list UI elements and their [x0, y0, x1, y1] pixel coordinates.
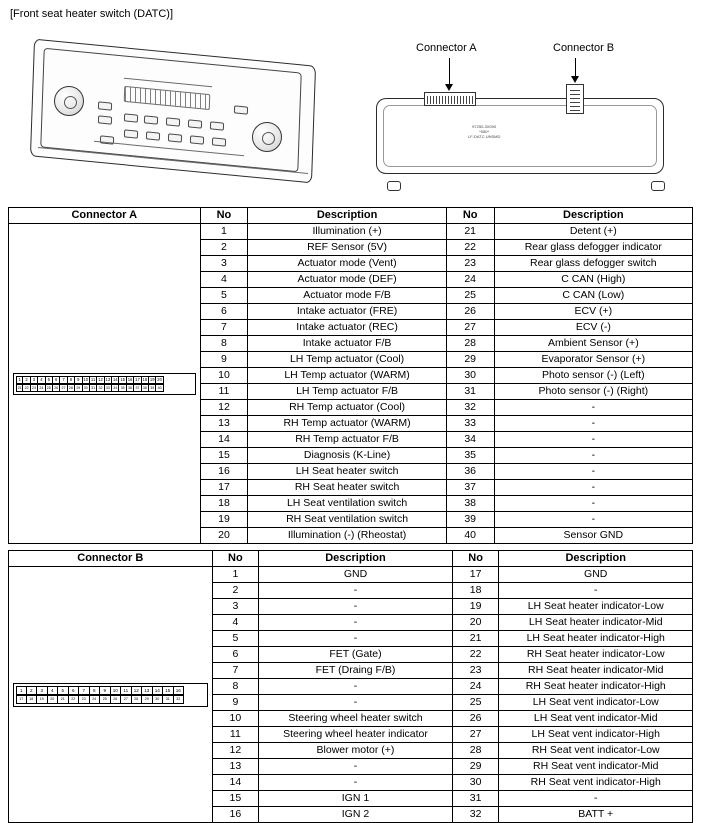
pin-number: 8: [200, 336, 248, 352]
pin-number: 40: [446, 528, 494, 544]
connector-location-illustration: [368, 40, 688, 200]
pin-description: Photo sensor (-) (Right): [494, 384, 692, 400]
connector-a-callout-label: Connector A: [416, 42, 477, 54]
pin-cell: 30: [83, 384, 90, 392]
pin-cell: 3: [37, 686, 48, 695]
pin-number: 22: [452, 647, 499, 663]
no-header: No: [200, 208, 248, 224]
connector-b-header: Connector B: [9, 551, 213, 567]
pin-cell: 3: [31, 376, 38, 384]
pin-number: 19: [452, 599, 499, 615]
pin-description: Illumination (-) (Rheostat): [248, 528, 446, 544]
pin-number: 28: [446, 336, 494, 352]
panel-button: [188, 119, 202, 128]
pin-cell: 29: [75, 384, 82, 392]
pinout-row: [16, 376, 193, 384]
pin-cell: 26: [53, 384, 60, 392]
pin-cell: 2: [23, 376, 30, 384]
pin-description: Illumination (+): [248, 224, 446, 240]
pin-description: Sensor GND: [494, 528, 692, 544]
pin-number: 5: [212, 631, 259, 647]
pin-number: 18: [200, 496, 248, 512]
pin-number: 18: [452, 583, 499, 599]
pin-number: 25: [446, 288, 494, 304]
mount-tab-right: [651, 181, 665, 191]
pin-description: -: [499, 583, 693, 599]
pin-description: FET (Gate): [259, 647, 453, 663]
pin-number: 23: [446, 256, 494, 272]
pin-cell: 11: [121, 686, 132, 695]
pin-cell: 39: [149, 384, 156, 392]
pin-number: 28: [452, 743, 499, 759]
pin-number: 3: [212, 599, 259, 615]
pin-number: 1: [200, 224, 248, 240]
pin-cell: 22: [69, 695, 80, 704]
pin-description: LH Temp actuator (WARM): [248, 368, 446, 384]
pin-description: FET (Draing F/B): [259, 663, 453, 679]
pin-cell: 4: [48, 686, 59, 695]
pin-number: 29: [452, 759, 499, 775]
pin-cell: 5: [46, 376, 53, 384]
pin-cell: 27: [60, 384, 67, 392]
pin-cell: 28: [132, 695, 143, 704]
pin-description: RH Seat vent indicator-Low: [499, 743, 693, 759]
pin-number: 39: [446, 512, 494, 528]
no-header: No: [212, 551, 259, 567]
connector-b-table: [8, 550, 693, 823]
panel-button: [210, 121, 224, 130]
pin-description: LH Temp actuator F/B: [248, 384, 446, 400]
climate-control-panel-illustration: [28, 44, 328, 194]
pin-description: -: [494, 448, 692, 464]
pin-description: -: [259, 583, 453, 599]
pinout-row: [16, 695, 205, 704]
pin-cell: 14: [112, 376, 118, 382]
pin-number: 12: [200, 400, 248, 416]
pin-cell: 5: [58, 686, 69, 695]
pin-cell: 15: [163, 686, 174, 695]
pin-number: 31: [446, 384, 494, 400]
description-header: Description: [259, 551, 453, 567]
pin-number: 24: [446, 272, 494, 288]
pin-number: 5: [200, 288, 248, 304]
connector-b-port: [566, 84, 584, 114]
pin-cell: 36: [127, 384, 134, 392]
pinout-cell: [9, 567, 213, 823]
pin-cell: 9: [75, 376, 82, 384]
pin-cell: 4: [38, 376, 45, 384]
pin-number: 27: [446, 320, 494, 336]
pin-number: 29: [446, 352, 494, 368]
pin-number: 3: [200, 256, 248, 272]
pin-description: LH Seat heater switch: [248, 464, 446, 480]
pin-description: C CAN (Low): [494, 288, 692, 304]
pin-cell: 1: [16, 686, 27, 695]
pin-description: -: [494, 400, 692, 416]
pin-number: 33: [446, 416, 494, 432]
pin-cell: 32: [174, 695, 185, 704]
pin-number: 4: [200, 272, 248, 288]
pin-description: Ambient Sensor (+): [494, 336, 692, 352]
pin-cell: 1: [16, 376, 23, 384]
pin-description: Intake actuator F/B: [248, 336, 446, 352]
pin-number: 26: [446, 304, 494, 320]
pin-description: -: [259, 775, 453, 791]
pin-number: 21: [452, 631, 499, 647]
panel-button: [98, 115, 112, 124]
panel-button: [146, 131, 160, 140]
pin-number: 25: [452, 695, 499, 711]
pin-cell: 20: [157, 376, 162, 382]
pin-description: Intake actuator (FRE): [248, 304, 446, 320]
connector-a-header: Connector A: [9, 208, 201, 224]
pin-number: 32: [452, 807, 499, 823]
right-knob: [252, 122, 282, 152]
pin-description: RH Seat heater indicator-Mid: [499, 663, 693, 679]
part-number-stamp: 97250-3X000 *080* LF-DATC UNSMD: [468, 124, 501, 139]
pin-number: 6: [200, 304, 248, 320]
pin-description: -: [494, 480, 692, 496]
pin-number: 20: [200, 528, 248, 544]
pin-description: RH Seat vent indicator-High: [499, 775, 693, 791]
pinout-cell: [9, 224, 201, 544]
pin-description: BATT +: [499, 807, 693, 823]
connector-pinout-diagram: [13, 373, 196, 395]
connector-a-table-wrap: [8, 207, 693, 544]
pin-description: -: [259, 599, 453, 615]
pin-cell: 12: [132, 686, 143, 695]
pin-number: 27: [452, 727, 499, 743]
pin-cell: 2: [27, 686, 38, 695]
pin-number: 35: [446, 448, 494, 464]
pin-cell: 15: [120, 376, 125, 382]
pin-cell: 18: [27, 695, 38, 704]
pin-description: LH Seat ventilation switch: [248, 496, 446, 512]
pin-description: RH Temp actuator (Cool): [248, 400, 446, 416]
pin-description: -: [494, 464, 692, 480]
pin-cell: 21: [17, 385, 22, 390]
pin-cell: 21: [58, 695, 69, 704]
pin-description: GND: [499, 567, 693, 583]
pin-cell: 6: [69, 686, 80, 695]
pin-cell: 34: [112, 384, 119, 392]
pin-number: 30: [446, 368, 494, 384]
pin-cell: 32: [97, 384, 104, 392]
pin-number: 14: [200, 432, 248, 448]
pin-description: -: [499, 791, 693, 807]
pin-cell: 24: [90, 695, 101, 704]
pin-cell: 29: [142, 695, 153, 704]
pin-cell: 17: [135, 376, 140, 382]
connector-b-table-wrap: [8, 550, 693, 823]
pin-number: 24: [452, 679, 499, 695]
pin-number: 13: [200, 416, 248, 432]
pin-description: LH Seat heater indicator-High: [499, 631, 693, 647]
table-row: [9, 567, 693, 583]
pin-number: 37: [446, 480, 494, 496]
pin-cell: 12: [98, 376, 103, 382]
pin-number: 10: [200, 368, 248, 384]
pin-number: 11: [212, 727, 259, 743]
pin-number: 20: [452, 615, 499, 631]
pin-number: 34: [446, 432, 494, 448]
panel-button: [212, 137, 226, 146]
description-header-2: Description: [494, 208, 692, 224]
pin-cell: 25: [100, 695, 111, 704]
pin-number: 6: [212, 647, 259, 663]
pin-description: Blower motor (+): [259, 743, 453, 759]
pin-cell: 23: [31, 384, 38, 392]
table-header-row: [9, 551, 693, 567]
pin-number: 7: [212, 663, 259, 679]
pin-cell: 9: [100, 686, 111, 695]
pin-number: 22: [446, 240, 494, 256]
pin-description: IGN 1: [259, 791, 453, 807]
pin-description: RH Temp actuator (WARM): [248, 416, 446, 432]
pin-number: 21: [446, 224, 494, 240]
pin-description: Actuator mode (DEF): [248, 272, 446, 288]
pin-description: ECV (-): [494, 320, 692, 336]
pin-description: -: [259, 695, 453, 711]
pin-cell: 17: [16, 695, 27, 704]
table-row: [9, 224, 693, 240]
no-header-2: No: [452, 551, 499, 567]
pin-description: -: [259, 679, 453, 695]
connector-a-arrow-head: [445, 84, 453, 91]
pin-cell: 27: [121, 695, 132, 704]
pin-number: 14: [212, 775, 259, 791]
pin-description: Detent (+): [494, 224, 692, 240]
connector-b-callout-label: Connector B: [553, 42, 615, 54]
panel-button: [190, 135, 204, 144]
connector-a-port: [424, 92, 476, 106]
pin-description: LH Seat heater indicator-Mid: [499, 615, 693, 631]
description-header: Description: [248, 208, 446, 224]
panel-button: [144, 115, 158, 124]
pin-description: RH Temp actuator F/B: [248, 432, 446, 448]
pin-number: 9: [200, 352, 248, 368]
unit-rear-view: [376, 98, 664, 174]
pin-cell: 11: [90, 376, 97, 384]
pin-description: Steering wheel heater indicator: [259, 727, 453, 743]
description-header-2: Description: [499, 551, 693, 567]
pin-cell: 19: [149, 376, 155, 382]
pin-number: 8: [212, 679, 259, 695]
pin-description: Rear glass defogger indicator: [494, 240, 692, 256]
pin-cell: 30: [153, 695, 164, 704]
pin-cell: 10: [83, 376, 89, 382]
pin-number: 23: [452, 663, 499, 679]
pin-cell: 24: [38, 384, 45, 392]
pin-description: -: [494, 512, 692, 528]
pin-number: 19: [200, 512, 248, 528]
pin-description: RH Seat ventilation switch: [248, 512, 446, 528]
pin-cell: 18: [142, 376, 148, 382]
pinout-row: [16, 384, 193, 392]
pin-number: 30: [452, 775, 499, 791]
connector-b-arrow-head: [571, 76, 579, 83]
connector-b-arrow-line: [575, 58, 576, 78]
pin-cell: 7: [79, 686, 90, 695]
pin-description: LH Seat vent indicator-Low: [499, 695, 693, 711]
pinout-housing: [13, 373, 196, 395]
pin-number: 16: [212, 807, 259, 823]
pinout-row: [16, 686, 205, 695]
pin-number: 11: [200, 384, 248, 400]
pin-description: -: [494, 432, 692, 448]
pin-number: 26: [452, 711, 499, 727]
no-header-2: No: [446, 208, 494, 224]
pin-description: LH Seat vent indicator-High: [499, 727, 693, 743]
pin-number: 36: [446, 464, 494, 480]
pinout-housing: [13, 683, 208, 707]
pin-number: 17: [452, 567, 499, 583]
pin-cell: 33: [105, 384, 112, 392]
pin-cell: 37: [134, 384, 141, 392]
pin-description: GND: [259, 567, 453, 583]
pin-cell: 14: [153, 686, 164, 695]
connector-pinout-diagram: [13, 683, 208, 707]
pin-description: Intake actuator (REC): [248, 320, 446, 336]
pin-description: Diagnosis (K-Line): [248, 448, 446, 464]
pin-cell: 16: [174, 686, 185, 695]
pin-number: 7: [200, 320, 248, 336]
pin-description: -: [259, 759, 453, 775]
pin-cell: 23: [79, 695, 90, 704]
pin-number: 16: [200, 464, 248, 480]
pin-number: 13: [212, 759, 259, 775]
pin-cell: 28: [68, 384, 75, 392]
mount-tab-left: [387, 181, 401, 191]
pin-number: 1: [212, 567, 259, 583]
pin-cell: 35: [119, 384, 126, 392]
pin-number: 10: [212, 711, 259, 727]
pin-cell: 31: [90, 384, 97, 392]
connector-a-arrow-line: [449, 58, 450, 86]
pin-cell: 8: [68, 376, 75, 384]
panel-button: [98, 101, 112, 110]
pin-cell: 7: [60, 376, 67, 384]
pin-cell: 22: [23, 384, 30, 392]
pin-description: Rear glass defogger switch: [494, 256, 692, 272]
panel-button: [124, 113, 138, 122]
pin-cell: 10: [111, 686, 122, 695]
pin-description: IGN 2: [259, 807, 453, 823]
pin-number: 4: [212, 615, 259, 631]
pin-cell: 13: [105, 376, 111, 382]
panel-button: [166, 117, 180, 126]
pin-description: -: [259, 631, 453, 647]
pin-description: Steering wheel heater switch: [259, 711, 453, 727]
pin-cell: 38: [142, 384, 149, 392]
pin-cell: 13: [142, 686, 153, 695]
pin-description: Actuator mode (Vent): [248, 256, 446, 272]
pin-description: LH Temp actuator (Cool): [248, 352, 446, 368]
pin-number: 17: [200, 480, 248, 496]
pin-description: RH Seat heater indicator-Low: [499, 647, 693, 663]
table-header-row: [9, 208, 693, 224]
pin-cell: 31: [163, 695, 174, 704]
pin-number: 31: [452, 791, 499, 807]
pin-description: -: [494, 416, 692, 432]
pin-description: -: [494, 496, 692, 512]
pin-cell: 26: [111, 695, 122, 704]
pin-description: RH Seat vent indicator-Mid: [499, 759, 693, 775]
pin-cell: 8: [90, 686, 101, 695]
pin-description: ECV (+): [494, 304, 692, 320]
pin-number: 2: [200, 240, 248, 256]
pin-cell: 20: [48, 695, 59, 704]
pin-description: Actuator mode F/B: [248, 288, 446, 304]
pin-description: RH Seat heater switch: [248, 480, 446, 496]
pin-cell: 40: [156, 384, 163, 392]
pin-number: 2: [212, 583, 259, 599]
pin-description: -: [259, 615, 453, 631]
page-title: [Front seat heater switch (DATC)]: [10, 8, 174, 20]
panel-button: [234, 105, 248, 114]
pin-number: 32: [446, 400, 494, 416]
pin-number: 38: [446, 496, 494, 512]
pin-cell: 6: [53, 376, 60, 384]
pin-number: 15: [200, 448, 248, 464]
pin-cell: 16: [127, 376, 133, 382]
pin-description: Evaporator Sensor (+): [494, 352, 692, 368]
pin-number: 15: [212, 791, 259, 807]
pin-description: RH Seat heater indicator-High: [499, 679, 693, 695]
panel-button: [124, 129, 138, 138]
pin-cell: 25: [46, 384, 53, 392]
pin-description: C CAN (High): [494, 272, 692, 288]
pin-description: Photo sensor (-) (Left): [494, 368, 692, 384]
figures-area: [8, 26, 693, 201]
connector-a-table: [8, 207, 693, 544]
pin-number: 9: [212, 695, 259, 711]
pin-cell: 19: [37, 695, 48, 704]
pin-description: REF Sensor (5V): [248, 240, 446, 256]
pin-number: 12: [212, 743, 259, 759]
pin-description: LH Seat vent indicator-Mid: [499, 711, 693, 727]
panel-button: [168, 133, 182, 142]
pin-description: LH Seat heater indicator-Low: [499, 599, 693, 615]
left-knob: [54, 86, 84, 116]
